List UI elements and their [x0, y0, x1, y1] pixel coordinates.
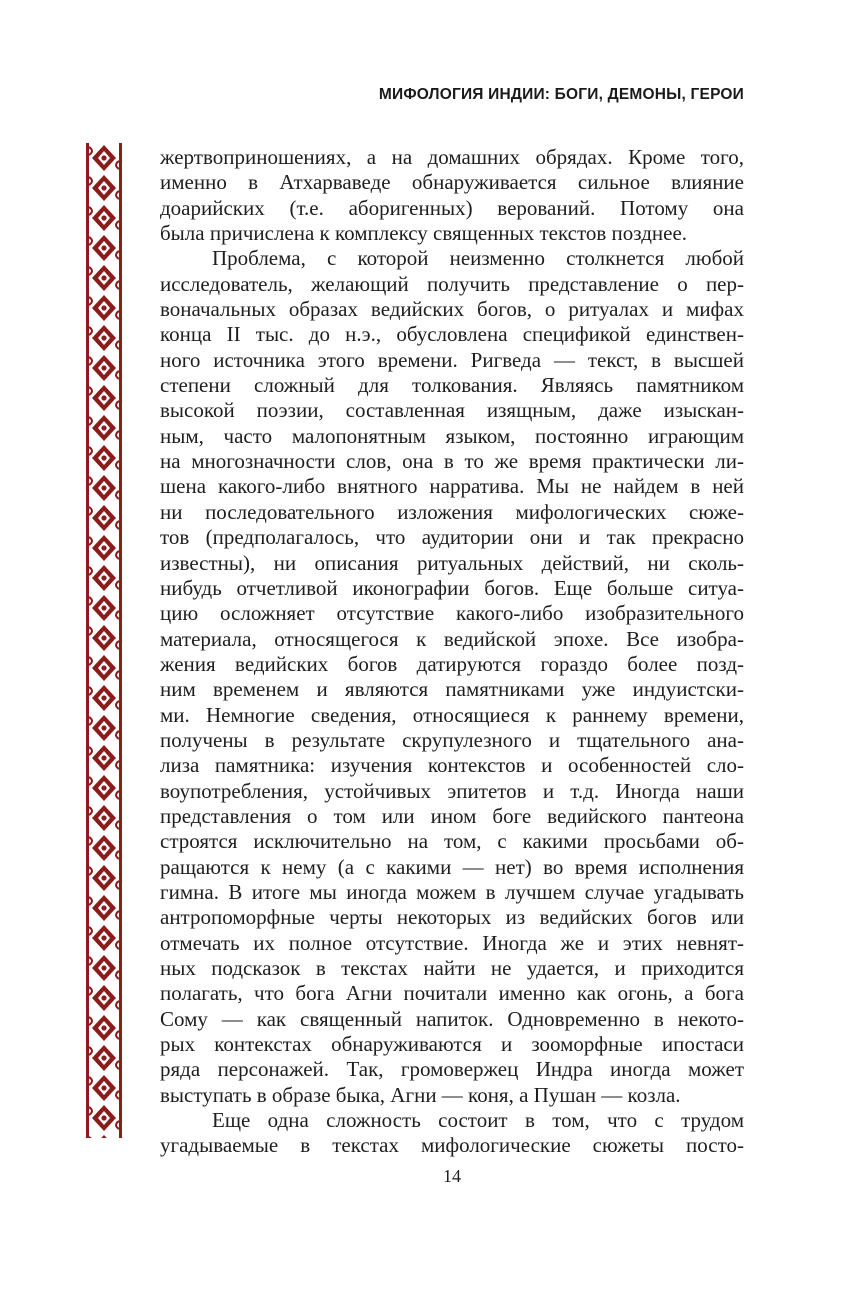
text-line: известны), ни описания ритуальных действий, ни сколь-: [160, 550, 744, 575]
text-line: высокой поэзии, составленная изящным, даже изыскан-: [160, 398, 744, 423]
text-line: воупотребления, устойчивых эпитетов и т.д. Иногда наши: [160, 778, 744, 803]
text-line: ми. Немногие сведения, относящиеся к раннему времени,: [160, 702, 744, 727]
text-line: отмечать их полное отсутствие. Иногда же и этих невнят-: [160, 930, 744, 955]
paragraph: [160, 1108, 744, 1159]
text-line: жения ведийских богов датируются гораздо более позд-: [160, 651, 744, 676]
text-line: лиза памятника: изучения контекстов и особенностей сло-: [160, 753, 744, 778]
paragraph: [160, 246, 744, 1108]
text-line: исследователь, желающий получить представление о пер-: [160, 271, 744, 296]
text-line: воначальных образах ведийских богов, о ритуалах и мифах: [160, 297, 744, 322]
text-line: Сому — как священный напиток. Одновременно в некото-: [160, 1006, 744, 1031]
text-line: нибудь отчетливой иконографии богов. Еще больше ситуа-: [160, 575, 744, 600]
text-line: была причислена к комплексу священных текстов позднее.: [160, 221, 688, 246]
text-line: ных подсказок в текстах найти не удается, и приходится: [160, 956, 744, 980]
text-line: шена какого-либо внятного нарратива. Мы не найдем в ней: [160, 474, 744, 499]
text-line: Проблема, с которой неизменно столкнется любой: [212, 246, 744, 271]
text-line: гимна. В итоге мы иногда можем в лучшем случае угадывать: [160, 879, 744, 904]
text-line: представления о том или ином боге ведийского пантеона: [160, 803, 744, 828]
text-line: доарийских (т.е. аборигенных) верований. Потому она: [160, 195, 744, 220]
text-line: ряда персонажей. Так, громовержец Индра иногда может: [160, 1057, 744, 1082]
text-line: полагать, что бога Агни почитали именно как огонь, а бога: [160, 981, 744, 1006]
text-line: ращаются к нему (а с какими — нет) во время исполнения: [160, 854, 744, 879]
text-line: ни последовательного изложения мифологических сюже-: [160, 499, 744, 524]
text-line: степени сложный для толкования. Являясь памятником: [160, 373, 744, 398]
page-number: 14: [443, 1166, 461, 1186]
text-line: ным, часто малопонятным языком, постоянно играющим: [160, 423, 744, 448]
text-line: ним временем и являются памятниками уже индуистски-: [160, 677, 744, 702]
text-line: выступать в образе быка, Агни — коня, а Пушан — козла.: [160, 1082, 681, 1107]
text-line: антропоморфные черты некоторых из ведийских богов или: [160, 905, 744, 930]
text-line: строятся исключительно на том, с какими просьбами об-: [160, 829, 744, 854]
text-line: конца II тыс. до н.э., обусловлена спецификой единствен-: [160, 322, 744, 347]
text-line: именно в Атхарваведе обнаруживается сильное влияние: [160, 170, 744, 195]
folk-ornament-border-icon: [86, 143, 122, 1138]
text-line: ного источника этого времени. Ригведа — текст, в высшей: [160, 347, 744, 372]
text-line: тов (предполагалось, что аудитории они и так прекрасно: [160, 525, 744, 550]
body-text: [160, 145, 744, 1159]
text-line: на многозначности слов, она в то же время практически ли-: [160, 449, 744, 474]
text-line: цию осложняет отсутствие какого-либо изобразительного: [160, 601, 744, 626]
text-line: получены в результате скрупулезного и тщательного ана-: [160, 727, 744, 752]
text-line: жертвоприношениях, а на домашних обрядах. Кроме того,: [160, 145, 744, 169]
paragraph: [160, 145, 744, 246]
text-line: рых контекстах обнаруживаются и зооморфные ипостаси: [160, 1032, 744, 1057]
text-line: материала, относящегося к ведийской эпохе. Все изобра-: [160, 626, 744, 651]
text-line: Еще одна сложность состоит в том, что с трудом: [212, 1108, 744, 1133]
running-header: МИФОЛОГИЯ ИНДИИ: БОГИ, ДЕМОНЫ, ГЕРОИ: [378, 86, 744, 103]
text-line: угадываемые в текстах мифологические сюжеты посто-: [160, 1133, 744, 1158]
